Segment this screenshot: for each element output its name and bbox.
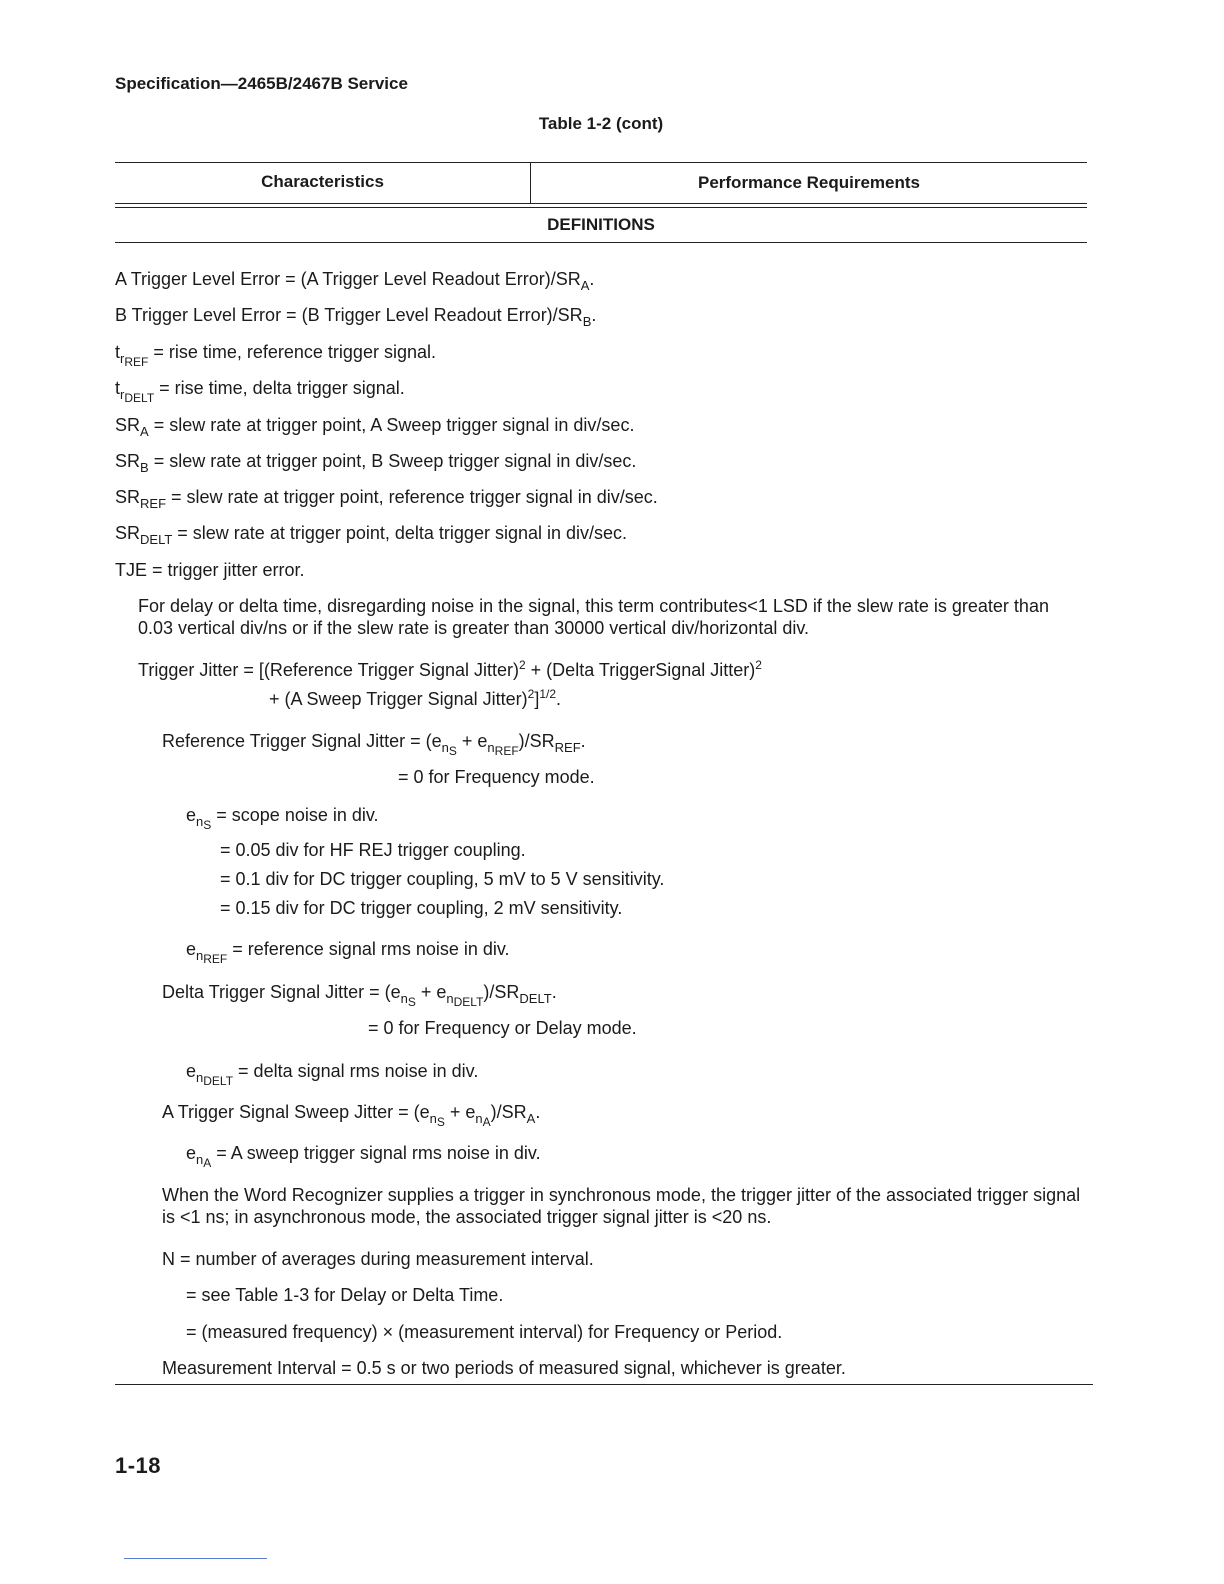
reference-trigger-signal-jitter (162, 730, 586, 758)
definition-text: = slew rate at trigger point, A Sweep trigger signal in div/sec. (148, 415, 635, 435)
subscript-text: n (196, 1152, 204, 1167)
subscript: B (140, 460, 149, 475)
word-recognizer-note-line-2: is <1 ns; in asynchronous mode, the associated trigger signal jitter is <20 ns. (162, 1207, 772, 1227)
symbol: SR (115, 487, 141, 507)
definition-enref (186, 938, 510, 966)
formula-text: + e (456, 731, 488, 751)
subscript-text: r (120, 387, 125, 402)
superscript: 2 (518, 658, 526, 672)
sub-subscript: S (436, 1115, 445, 1129)
formula-text: . (535, 1102, 541, 1122)
subscript: REF (140, 496, 167, 511)
subscript (120, 351, 149, 369)
definition-text: = reference signal rms noise in div. (227, 939, 510, 959)
subscript (475, 1111, 491, 1129)
trigger-jitter-formula-line-1 (138, 659, 762, 681)
n-delay-value: = see Table 1-3 for Delay or Delta Time. (186, 1285, 504, 1305)
symbol: t (115, 378, 121, 398)
subscript (196, 1152, 212, 1170)
definition-text: = A sweep trigger signal rms noise in div. (211, 1143, 541, 1163)
sub-subscript: REF (494, 744, 519, 758)
formula-text: )/SR (518, 731, 555, 751)
formula-text: + e (415, 982, 447, 1002)
definition-text: = slew rate at trigger point, reference trigger signal in div/sec. (166, 487, 658, 507)
subscript-text: n (429, 1111, 437, 1126)
page-number: 1-18 (115, 1453, 162, 1478)
symbol: SR (115, 523, 141, 543)
formula-text: ] (534, 689, 540, 709)
symbol: e (186, 1061, 197, 1081)
a-trigger-signal-sweep-jitter (162, 1101, 541, 1129)
subscript: A (526, 1111, 536, 1126)
formula-text: Delta Trigger Signal Jitter = (e (162, 982, 401, 1002)
subscript (441, 740, 457, 758)
formula-text: Trigger Jitter = [(Reference Trigger Signal Jitter) (138, 660, 519, 680)
definition-endelt (186, 1060, 479, 1088)
sub-subscript: DELT (124, 391, 155, 405)
formula-text: )/SR (483, 982, 520, 1002)
header-double-rule-top (115, 203, 1087, 204)
header-double-rule-bottom (115, 207, 1087, 208)
ens-dc-2mv-value: = 0.15 div for DC trigger coupling, 2 mV sensitivity. (220, 898, 623, 918)
sub-subscript: A (482, 1115, 491, 1129)
subscript-text: n (400, 991, 408, 1006)
definition-text: = delta signal rms noise in div. (233, 1061, 479, 1081)
sub-subscript: REF (124, 355, 149, 369)
definition-text: = rise time, delta trigger signal. (154, 378, 405, 398)
symbol: t (115, 342, 121, 362)
formula-text: + (Delta TriggerSignal Jitter) (525, 660, 756, 680)
definition-text: = scope noise in div. (211, 805, 379, 825)
subscript (400, 991, 416, 1009)
definition-ena (186, 1142, 541, 1170)
subscript-text: n (196, 948, 204, 963)
ens-dc-5mv-value: = 0.1 div for DC trigger coupling, 5 mV to 5 V sensitivity. (220, 869, 665, 889)
subscript-text: n (487, 740, 495, 755)
definition-text: B Trigger Level Error = (B Trigger Level Readout Error)/SR (115, 305, 583, 325)
subscript (120, 387, 155, 405)
definition-sr-delt (115, 522, 628, 547)
subscript-text: n (196, 814, 204, 829)
word-recognizer-note-line-1: When the Word Recognizer supplies a trigger in synchronous mode, the trigger jitter of the associated trigger signal (162, 1185, 1081, 1205)
delta-jitter-mode-value: = 0 for Frequency or Delay mode. (368, 1018, 637, 1038)
formula-text: )/SR (490, 1102, 527, 1122)
symbol: SR (115, 415, 141, 435)
definition-tje: TJE = trigger jitter error. (115, 560, 305, 580)
scan-artifact-line (124, 1558, 267, 1559)
subscript (196, 1070, 234, 1088)
tje-note-line-1: For delay or delta time, disregarding noise in the signal, this term contributes<1 LSD if the slew rate is greater than (138, 596, 1049, 616)
reference-jitter-frequency-mode: = 0 for Frequency mode. (398, 767, 595, 787)
sub-subscript: S (203, 818, 212, 832)
formula-text: A Trigger Signal Sweep Jitter = (e (162, 1102, 430, 1122)
section-rule (115, 242, 1087, 243)
subscript-text: n (196, 1070, 204, 1085)
sub-subscript: REF (203, 952, 228, 966)
section-heading-definitions: DEFINITIONS (547, 215, 655, 234)
subscript-text: n (475, 1111, 483, 1126)
subscript (429, 1111, 445, 1129)
trigger-jitter-formula-line-2 (269, 688, 561, 710)
subscript: DELT (519, 991, 552, 1006)
definition-a-trigger-level-error (115, 268, 595, 293)
definition-text: = slew rate at trigger point, B Sweep trigger signal in div/sec. (148, 451, 637, 471)
superscript: 1/2 (539, 687, 557, 701)
definition-text: . (591, 305, 597, 325)
definition-text: . (589, 269, 595, 289)
subscript-text: n (446, 991, 454, 1006)
definition-tr-ref (115, 341, 436, 369)
formula-text: . (551, 982, 557, 1002)
ens-hf-rej-value: = 0.05 div for HF REJ trigger coupling. (220, 840, 526, 860)
superscript: 2 (755, 658, 762, 672)
definition-text: = slew rate at trigger point, delta trigger signal in div/sec. (172, 523, 628, 543)
definition-sr-a (115, 414, 635, 439)
subscript: A (140, 424, 149, 439)
subscript: B (582, 314, 592, 329)
running-title: Specification—2465B/2467B Service (115, 74, 408, 93)
column-header-performance-requirements: Performance Requirements (697, 173, 921, 192)
superscript: 2 (527, 687, 535, 701)
tje-note-line-2: 0.03 vertical div/ns or if the slew rate is greater than 30000 vertical div/horizontal div. (138, 618, 810, 638)
definition-text: A Trigger Level Error = (A Trigger Level Readout Error)/SR (115, 269, 581, 289)
subscript-text: r (120, 351, 125, 366)
symbol: e (186, 1143, 197, 1163)
formula-text: . (556, 689, 562, 709)
symbol: SR (115, 451, 141, 471)
subscript (196, 948, 228, 966)
subscript-text: n (441, 740, 449, 755)
formula-text: . (580, 731, 586, 751)
formula-text: Reference Trigger Signal Jitter = (e (162, 731, 442, 751)
symbol: e (186, 939, 197, 959)
definition-n: N = number of averages during measurement interval. (162, 1249, 594, 1269)
sub-subscript: S (407, 995, 416, 1009)
symbol: e (186, 805, 197, 825)
table-title: Table 1-2 (cont) (538, 114, 664, 133)
definition-sr-ref (115, 486, 658, 511)
sub-subscript: DELT (453, 995, 484, 1009)
subscript: A (580, 278, 590, 293)
definition-ens (186, 804, 379, 832)
sub-subscript: DELT (203, 1074, 234, 1088)
definition-sr-b (115, 450, 637, 475)
subscript (196, 814, 212, 832)
definition-text: = rise time, reference trigger signal. (148, 342, 436, 362)
sub-subscript: A (203, 1156, 212, 1170)
definition-tr-delt (115, 377, 405, 405)
subscript: REF (554, 740, 581, 755)
subscript (446, 991, 484, 1009)
formula-text: + e (444, 1102, 476, 1122)
subscript: DELT (140, 532, 173, 547)
column-header-characteristics: Characteristics (261, 172, 384, 191)
subscript (487, 740, 519, 758)
sub-subscript: S (448, 744, 457, 758)
table-bottom-rule (115, 1384, 1093, 1385)
delta-trigger-signal-jitter (162, 981, 557, 1009)
table-top-rule (115, 162, 1087, 163)
definition-b-trigger-level-error (115, 304, 597, 329)
n-frequency-value: = (measured frequency) × (measurement interval) for Frequency or Period. (186, 1322, 783, 1342)
definition-measurement-interval: Measurement Interval = 0.5 s or two periods of measured signal, whichever is greater. (162, 1358, 846, 1378)
formula-text: + (A Sweep Trigger Signal Jitter) (269, 689, 528, 709)
